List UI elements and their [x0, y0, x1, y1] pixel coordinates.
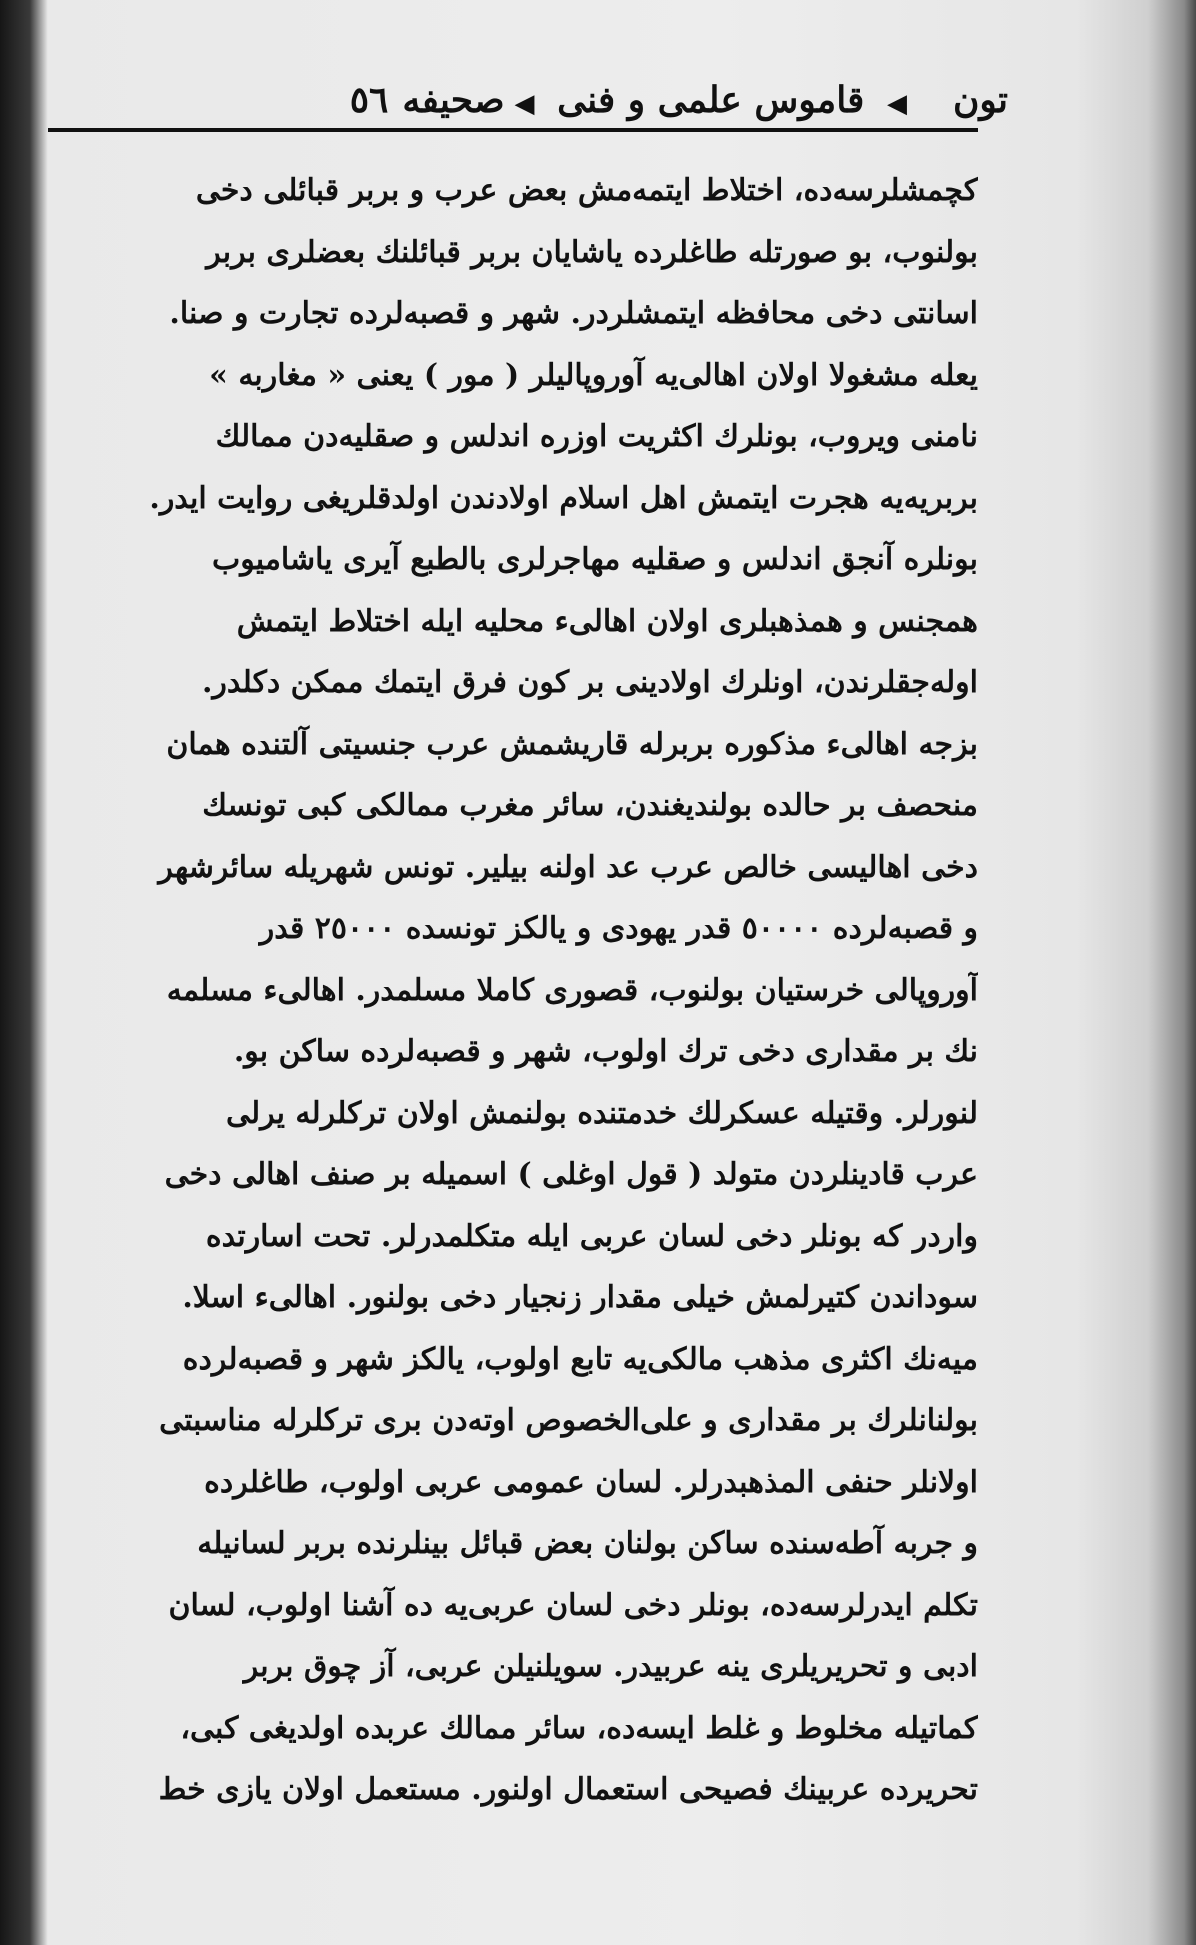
body-text-line: بولنانلرك بر مقداری و علی‌الخصوص اوتەدن بری ترکلرله مناسبتی	[159, 1403, 978, 1438]
body-text-line: اولانلر حنفی المذهبدرلر. لسان عمومی عربی اولوب، طاغلرده	[204, 1464, 978, 1500]
header-dictionary-title-block	[505, 79, 917, 121]
header-page-label: صحیفه	[402, 79, 505, 121]
body-text-line: بولنوب، بو صورتله طاغلرده یاشایان بربر قبائلنك بعضلری بربر	[206, 234, 978, 270]
body-text-line: آوروپالی خرستیان بولنوب، قصوری کاملا مسلمدر. اهالیء مسلمه	[166, 972, 978, 1008]
body-text-line: نامنی ویروب، بونلرك اکثریت اوزره اندلس و صقلیه‌دن ممالك	[215, 419, 978, 454]
article-body-text	[68, 160, 978, 1821]
dictionary-page	[48, 30, 1158, 1925]
body-text-line: کماتیله مخلوط و غلط ایسه‌ده، سائر ممالك عربده اولدیغی کبی،	[180, 1710, 978, 1746]
body-text-line: بونلره آنجق اندلس و صقلیه مهاجرلری بالطبع آیری یاشامیوب	[212, 542, 978, 577]
body-text-line: و قصبەلرده ٥٠٠٠٠ قدر یهودی و یالکز تونسده ٢٥٠٠٠ قدر	[259, 911, 978, 946]
body-text-line: همجنس و همذهبلری اولان اهالیء محلیه ایله اختلاط ایتمش	[236, 603, 978, 639]
body-text-line: منحصف بر حالده بولندیغندن، سائر مغرب ممالکی کبی تونسك	[202, 788, 978, 823]
body-text-line: اولەجقلرندن، اونلرك اولادینی بر کون فرق ایتمك ممکن دکلدر.	[201, 665, 978, 700]
header-rule-divider	[48, 128, 978, 132]
body-text-line: نك بر مقداری دخی ترك اولوب، شهر و قصبەلرده ساکن بو.	[233, 1034, 978, 1069]
body-text-line: کچمشلرسەده، اختلاط ایتمەمش بعض عرب و بربر قبائلی دخی	[195, 173, 978, 208]
body-text-line: سوداندن کتیرلمش خیلی مقدار زنجیار دخی بولنور. اهالیء اسلا.	[182, 1280, 978, 1315]
body-text-line: دخی اهالیسی خالص عرب عد اولنه بیلیر. تونس شهریله سائرشهر	[158, 849, 978, 885]
body-text-line: و جربه آطه‌سنده ساکن بولنان بعض قبائل بینلرنده بربر لسانیله	[197, 1526, 978, 1561]
running-header	[68, 70, 1008, 130]
body-text-line: ادبی و تحریریلری ینه عربیدر. سویلنیلن عربی، آز چوق بربر	[243, 1649, 978, 1684]
body-text-line: تحریرده عربینك فصیحی استعمال اولنور. مستعمل اولان یازی خط	[158, 1772, 978, 1807]
left-arrow-ornament-icon: ◀	[886, 89, 907, 119]
header-page-number: ٥٦	[349, 79, 389, 121]
left-arrow-ornament-icon: ◀	[514, 89, 535, 119]
body-text-line: لنورلر. وقتیله عسکرلك خدمتنده بولنمش اولان ترکلرله یرلی	[225, 1095, 978, 1131]
body-text-line: بزجه اهالیء مذکوره بربرله قاریشمش عرب جنسیتی آلتنده همان	[166, 726, 978, 762]
body-text-line: بربریه‌یه هجرت ایتمش اهل اسلام اولادندن اولدقلریغی روایت ایدر.	[149, 480, 978, 516]
body-text-line: عرب قادینلردن متولد ( قول اوغلی ) اسمیله بر صنف اهالی دخی	[164, 1157, 978, 1192]
header-dictionary-title: قاموس علمی و فنی	[557, 79, 865, 121]
body-text-line: اسانتی دخی محافظه ایتمشلردر. شهر و قصبەلرده تجارت و صنا.	[169, 296, 978, 331]
header-entry-word: تون	[952, 79, 1008, 121]
body-text-line: میەنك اکثری مذهب مالکی‌یه تابع اولوب، یالکز شهر و قصبەلرده	[182, 1341, 978, 1377]
body-text-line: واردر که بونلر دخی لسان عربی ایله متکلمدرلر. تحت اسارتده	[205, 1218, 978, 1254]
body-text-line: تکلم ایدرلرسەده، بونلر دخی لسان عربی‌یه ده آشنا اولوب، لسان	[168, 1587, 978, 1623]
body-text-line: یعله مشغولا اولان اهالی‌یه آوروپالیلر ( مور ) یعنی « مغاربه »	[209, 357, 978, 393]
